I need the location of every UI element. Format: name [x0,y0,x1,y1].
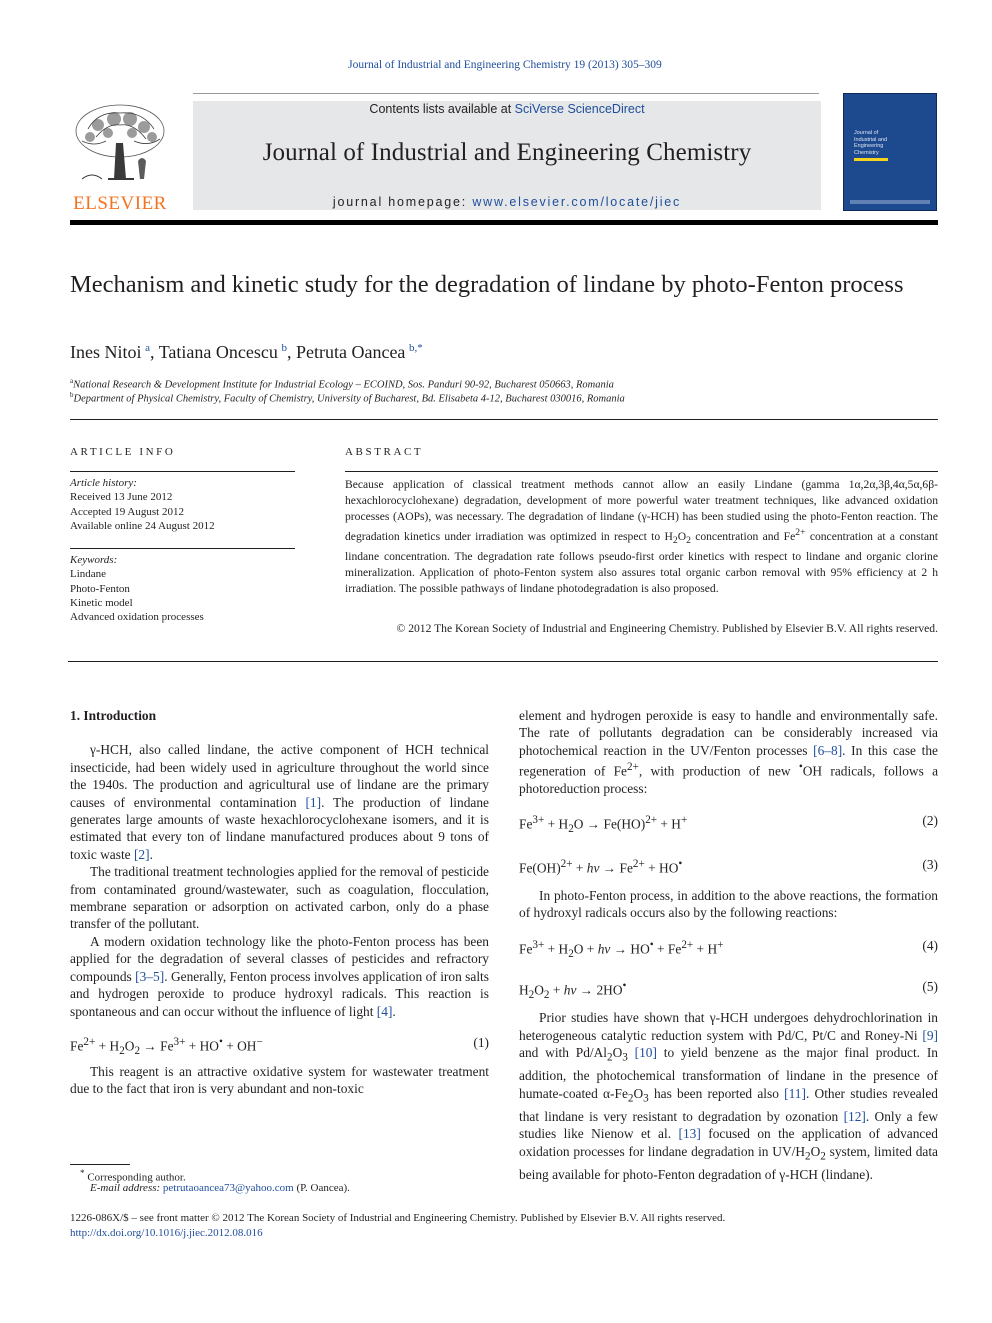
affiliation-mark[interactable]: b [281,342,287,354]
journal-citation-link[interactable]: Journal of Industrial and Engineering Chemistry 19 (2013) 305–309 [348,59,662,71]
footnote-text: Corresponding author. [87,1171,186,1184]
article-info-heading: ARTICLE INFO [70,446,176,458]
affiliation-a [70,377,614,391]
keywords-rule [70,548,295,549]
history-accepted: Accepted 19 August 2012 [70,505,184,518]
section-heading: 1. Introduction [70,708,157,723]
citation-link[interactable]: [1] [305,794,322,810]
citation-link[interactable]: [2] [133,846,150,862]
email-note [90,1182,350,1194]
keyword: Advanced oxidation processes [70,611,204,624]
equation-number: (4) [922,938,938,954]
history-online: Available online 24 August 2012 [70,519,215,532]
author-name: Petruta Oancea [295,342,406,362]
equation-number: (5) [922,979,938,995]
equation-2: $Fe^{3+} + H_2O \to Fe(HO)^{2+} + H^+$ (2) [519,812,938,835]
contents-prefix: Contents lists available at [369,102,515,116]
keyword: Kinetic model [70,596,133,609]
cover-title-line: Journal of [854,130,879,136]
corresponding-author-note: * Corresponding author. [80,1168,186,1184]
history-received: Received 13 June 2012 [70,491,173,504]
doi-link[interactable]: http://dx.doi.org/10.1016/j.jiec.2012.08.016 [70,1227,263,1239]
affiliation-text: National Research & Development Institute for Industrial Ecology – ECOIND, Sos. Panduri 90-92, Bucharest 050663, Romania [73,379,614,391]
affiliation-mark[interactable]: a [145,342,150,354]
body-paragraph: The traditional treatment technologies applied for the removal of pesticide from contaminated ground/wastewater, such as coagulation, flocculation, membrane separation or adsorption on activated carbon, only do a phase transfer of the pollutant. [70,864,489,932]
keyword: Lindane [70,568,107,581]
homepage-prefix: journal homepage: [332,195,473,209]
citation-link[interactable]: [12] [843,1108,866,1124]
cover-title-line: Industrial and [854,136,888,143]
email-link[interactable]: petrutaoancea73@yahoo.com [162,1182,294,1194]
equation-1: $Fe^{2+} + H_2O_2 \to Fe^{3+} + HO^• + OH^-$ (1) [70,1034,489,1058]
keywords [70,553,204,624]
affiliation-label: b [70,391,74,399]
body-left-column [70,707,489,1098]
equation-3: $Fe(OH)^{2+} + h\nu \to Fe^{2+} + HO^•$ (3) [519,856,938,875]
journal-name: Journal of Industrial and Engineering Chemistry [262,139,752,166]
abstract-end-rule [68,661,938,662]
contents-availability-line [193,102,821,116]
author-name: Tatiana Oncescu [158,342,278,362]
equation-number: (3) [922,856,938,872]
body-paragraph: This reagent is an attractive oxidative system for wastewater treatment due to the fact that iron is very abundant and non-toxic [70,1063,489,1097]
affiliation-mark[interactable]: b,* [409,342,423,354]
title-divider [70,419,938,420]
body-right-column [519,707,938,1183]
equation-number: (2) [922,812,938,828]
affiliation-b [70,391,625,405]
masthead-rule [193,93,819,94]
sciencedirect-link[interactable]: SciVerse ScienceDirect [514,102,645,116]
citation-link[interactable]: [10] [634,1045,657,1061]
elsevier-wordmark: ELSEVIER [73,193,167,214]
abstract-heading: ABSTRACT [345,446,424,458]
abstract-copyright: © 2012 The Korean Society of Industrial and Engineering Chemistry. Published by Elsevier B.V. All rights reserved. [396,622,938,635]
keyword: Photo-Fenton [70,582,130,595]
abstract-rule [345,471,938,472]
equation-number: (1) [473,1034,489,1050]
cover-title-line: Chemistry [854,149,879,156]
author-list: Ines Nitoi $^a$, Tatiana Oncescu $^b$, Petruta Oancea $^{b,*}$ [70,342,423,362]
equation-5: $H_2O_2 + h\nu \to 2HO^•$ (5) [519,979,938,1002]
journal-homepage-line [193,195,821,209]
keywords-label: Keywords: [70,554,118,566]
email-label: E-mail address: [90,1182,163,1194]
history-label: Article history: [70,477,137,489]
body-paragraph: Prior studies have shown that γ-HCH undergoes dehydrochlorination in heterogeneous catalytic reduction system with Pd/C, Pt/C and Roney-Ni [9] and with $Pd/Al_2O_3$ [10] to yield benzene as the major final product. In addition, the photochemical transformation of lindane in the presence of humate-coated $\alpha-Fe_2O_3$ has been reported also [11]. Other studies revealed that lindane is very resistant to degradation by ozonation [12]. Only a few studies like Nienow et al. [13] focused on the application of advanced oxidation processes for lindane degradation in $UV/H_2O_2$ system, limited data being available for photo-Fenton degradation of γ-HCH (lindane). [519,1010,938,1182]
body-paragraph: γ-HCH, also called lindane, the active component of HCH technical insecticide, had been widely used in agriculture throughout the world since the 1940s. The production and agricultural use of lindane are the primary causes of environmental contamination [1]. The production of lindane generates large amounts of waste hexachlorocyclohexane isomers, and it is estimated that every ton of lindane manufactured produces about 9 tons of toxic waste [2]. [70,742,489,862]
citation-link[interactable]: [6–8] [813,742,843,758]
masthead-thick-rule [70,220,938,225]
front-matter-line: 1226-086X/$ – see front matter © 2012 The Korean Society of Industrial and Engineering Chemistry. Published by Elsevier B.V. All rights reserved. [70,1212,726,1224]
email-suffix: (P. Oancea). [293,1182,350,1194]
body-paragraph: In photo-Fenton process, in addition to the above reactions, the formation of hydroxyl radicals occurs also by the following reactions: [519,887,938,920]
citation-link[interactable]: [11] [784,1085,806,1101]
abstract-text: Because application of classical treatment methods cannot allow an easily Lindane (gamma 1α,2α,3β,4α,5α,6β-hexachlorocyclohexane) degradation, development of more powerful water treatment techniques, like advanced oxidation processes (AOPs), was necessary. The degradation of lindane (γ-HCH) has been studied using the photo-Fenton reaction. The degradation kinetics under irradiation was optimized in respect to $H_2O_2$ concentration and $Fe^{2+}$ concentration at a constant lindane concentration. The degradation rate follows pseudo-first order kinetics with respect to lindane and organic clorine mineralization. Application of photo-Fenton system also assures total organic carbon removal with 95% efficiency at 2 h irradiation. The possible pathways of lindane photodegradation is also proposed. [345,478,938,595]
author-name: Ines Nitoi [70,342,142,362]
homepage-link[interactable]: www.elsevier.com/locate/jiec [472,195,682,209]
cover-title-line: Engineering [854,143,884,149]
journal-cover-thumbnail[interactable] [843,93,937,211]
cover-footer-band [850,200,930,204]
article-history [70,476,215,533]
cover-accent-bar [854,158,888,161]
citation-link[interactable]: [13] [678,1126,701,1142]
affiliation-label: a [70,377,74,385]
body-paragraph: element and hydrogen peroxide is easy to handle and environmentally safe. The rate of pollutants degradation can be considerably increased via photochemical reaction in the UV/Fenton processes [6–8]. In this case the regeneration of $Fe^{2+}$, with production of new •OH radicals, follows a photoreduction process: [519,708,939,797]
article-info-rule [70,471,295,472]
citation-link[interactable]: [4] [376,1003,393,1019]
citation-link[interactable]: [3–5] [135,968,165,984]
footnote-rule [70,1164,130,1165]
paper-title: Mechanism and kinetic study for the degradation of lindane by photo-Fenton process [70,271,904,298]
cover-title [854,130,887,156]
citation-link[interactable]: [9] [922,1027,938,1043]
equation-4: $Fe^{3+} + H_2O + h\nu \to HO^• + Fe^{2+} + H^+$ (4) [519,938,938,961]
body-paragraph: A modern oxidation technology like the photo-Fenton process has been applied for the degradation of several classes of pesticides and refractory compounds [3–5]. Generally, Fenton process involves application of iron salts and hydrogen peroxide to produce hydroxyl radicals. This reaction is spontaneous and can occur without the influence of light [4]. [70,933,489,1019]
affiliation-text: Department of Physical Chemistry, Faculty of Chemistry, University of Bucharest, Bd. Elisabeta 4-12, Bucharest 030016, Romania [73,393,625,405]
